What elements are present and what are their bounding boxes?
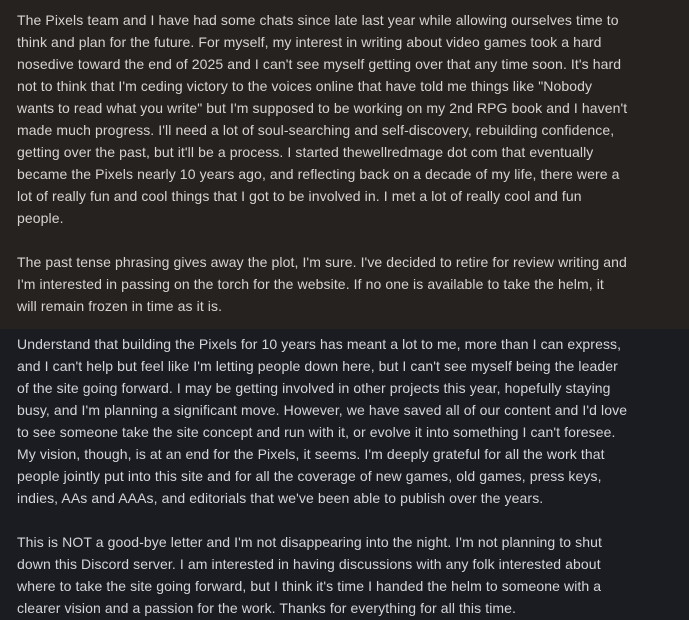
message-text-line: The past tense phrasing gives away the plot, I'm sure. I've decided to retire for review writing and (17, 254, 627, 270)
message-text-line: became the Pixels nearly 10 years ago, and reflecting back on a decade of my life, there were a (17, 166, 620, 182)
message-text-line: made much progress. I'll need a lot of soul-searching and self-discovery, rebuilding confidence, (17, 122, 615, 138)
message-text-line (17, 229, 675, 251)
message-text-line: not to think that I'm ceding victory to the voices online that have told me things like "Nobody (17, 78, 593, 94)
message-text-line: clearer vision and a passion for the work. Thanks for everything for all this time. (17, 600, 517, 616)
message-text-line: My vision, though, is at an end for the Pixels, it seems. I'm deeply grateful for all the work that (17, 446, 605, 462)
message-text-line: where to take the site going forward, but I think it's time I handed the helm to someone with a (17, 578, 602, 594)
message-text-line: Understand that building the Pixels for 10 years has meant a lot to me, more than I can express, (17, 336, 622, 352)
message-text-line: lot of really fun and cool things that I got to be involved in. I met a lot of really cool and fun (17, 188, 582, 204)
message-text-line: of the site going forward. I may be getting involved in other projects this year, hopefully staying (17, 380, 611, 396)
message-text-line: busy, and I'm planning a significant move. However, we have saved all of our content and I'd love (17, 402, 628, 418)
message-text-line: getting over the past, but it'll be a process. I started thewellredmage dot com that eventually (17, 144, 594, 160)
message-text-line (17, 509, 675, 531)
message-text-line: think and plan for the future. For myself, my interest in writing about video games took a hard (17, 34, 602, 50)
message-text-line: wants to read what you write" but I'm supposed to be working on my 2nd RPG book and I haven't (17, 100, 628, 116)
message-text-line: down this Discord server. I am interested in having discussions with any folk interested about (17, 556, 601, 572)
message-text-line: I'm interested in passing on the torch for the website. If no one is available to take the helm, it (17, 276, 604, 292)
message-text-line: nosedive toward the end of 2025 and I can't see myself getting over that any time soon. It's hard (17, 56, 622, 72)
chat-message-second (0, 329, 689, 620)
message-text-line: This is NOT a good-bye letter and I'm not disappearing into the night. I'm not planning to shut (17, 534, 603, 550)
message-text-line: people. (17, 210, 64, 226)
message-text-line: will remain frozen in time as it is. (17, 298, 223, 314)
message-text-line: The Pixels team and I have had some chats since late last year while allowing ourselves time to (17, 12, 619, 28)
message-text-line: and I can't help but feel like I'm letting people down here, but I can't see myself being the leader (17, 358, 618, 374)
message-text-line: indies, AAs and AAAs, and editorials that we've been able to publish over the years. (17, 490, 544, 506)
message-text-line: people jointly put into this site and for all the coverage of new games, old games, press keys, (17, 468, 602, 484)
message-text-line: to see someone take the site concept and run with it, or evolve it into something I can't foresee. (17, 424, 616, 440)
